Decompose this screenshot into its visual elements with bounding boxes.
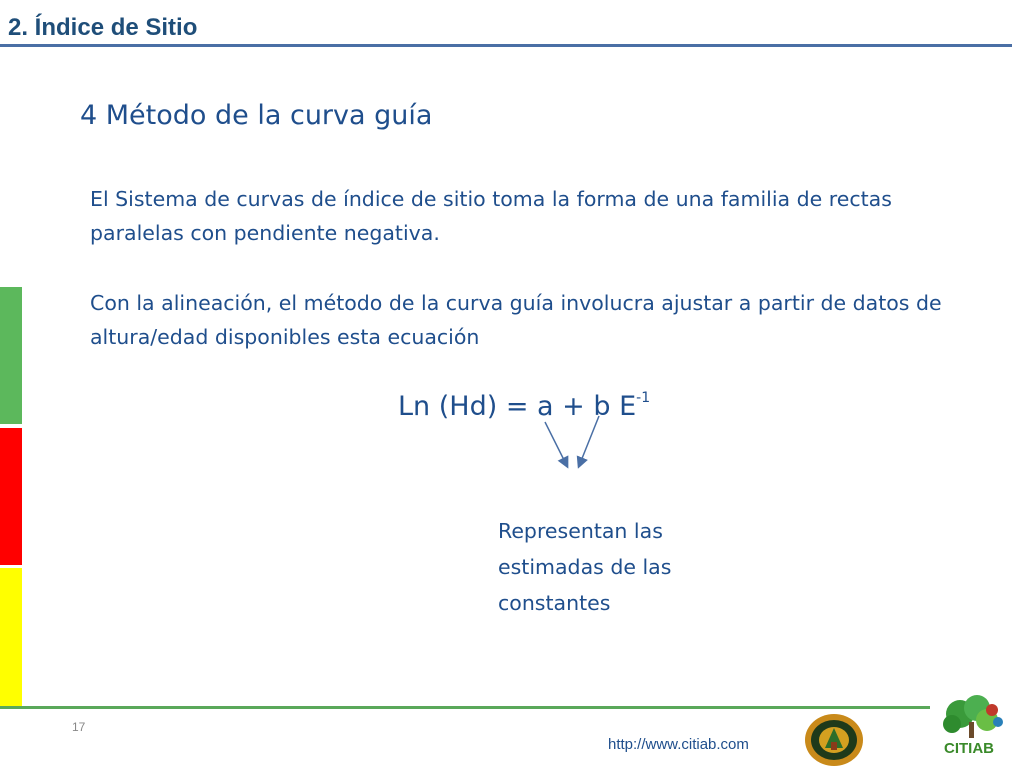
paragraph-2: Con la alineación, el método de la curva guía involucra ajustar a partir de datos de altura/edad disponibles esta ecuación (90, 291, 942, 349)
page-number: 17 (72, 720, 86, 734)
paragraph-1: El Sistema de curvas de índice de sitio toma la forma de una familia de rectas paralelas con pendiente negativa. (90, 187, 892, 245)
equation-exponent: -1 (636, 390, 651, 406)
citiab-logo-text: CITIAB (944, 740, 994, 757)
section-title: 2. Índice de Sitio (8, 14, 198, 41)
bottom-divider (0, 706, 930, 709)
side-bar-red (0, 428, 22, 565)
slide-heading: 4 Método de la curva guía (80, 100, 433, 131)
side-bar-green (0, 287, 22, 424)
side-bar-yellow (0, 568, 22, 706)
equation-main: Ln (Hd) = a + b E (398, 391, 637, 422)
arrows-icon (535, 410, 615, 480)
note-text: Representan las estimadas de las constantes (498, 519, 672, 615)
university-seal-icon (803, 712, 865, 768)
top-divider (0, 44, 1012, 47)
footer-url[interactable]: http://www.citiab.com (608, 736, 749, 753)
